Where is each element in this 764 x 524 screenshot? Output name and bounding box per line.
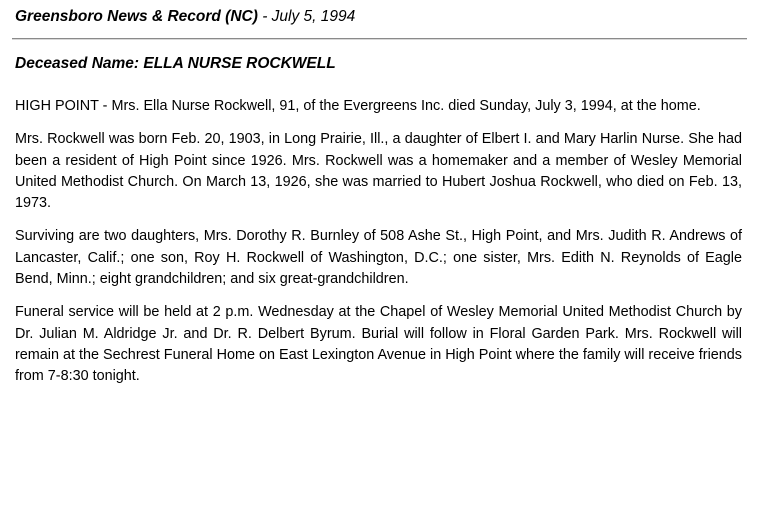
obituary-paragraph-survivors: Surviving are two daughters, Mrs. Dorothy R. Burnley of 508 Ashe St., High Point, and Mrs. Judith R. Andrews of Lancaster, Calif.; one son, Roy H. Rockwell of Washington, D.C.; one sister, Mrs. Edith N. Reynolds of Eagle Bend, Minn.; eight grandchildren; and six great-grandchildren. [15,228,742,288]
obituary-body [15,96,742,400]
obituary-paragraph-funeral: Funeral service will be held at 2 p.m. Wednesday at the Chapel of Wesley Memorial United Methodist Church by Dr. Julian M. Aldridge Jr. and Dr. R. Delbert Byrum. Burial will follow in Floral Garden Park. Mrs. Rockwell will remain at the Sechrest Funeral Home on East Lexington Avenue in High Point where the family will receive friends from 7-8:30 tonight. [15,304,742,385]
publication-name: Greensboro News & Record (NC) [15,8,258,25]
deceased-name-heading: Deceased Name: ELLA NURSE ROCKWELL [15,55,336,72]
obituary-paragraph-biography: Mrs. Rockwell was born Feb. 20, 1903, in Long Prairie, Ill., a daughter of Elbert I. and Mary Harlin Nurse. She had been a resident of High Point since 1926. Mrs. Rockwell was a homemaker and a member of Wesley Memorial United Methodist Church. On March 13, 1926, she was married to Hubert Joshua Rockwell, who died on Feb. 13, 1973. [15,131,742,212]
publication-date: July 5, 1994 [271,8,356,25]
publication-header [15,8,355,26]
header-separator: - [257,8,272,25]
header-divider [12,38,747,40]
obituary-paragraph-intro: HIGH POINT - Mrs. Ella Nurse Rockwell, 91, of the Evergreens Inc. died Sunday, July 3, 1994, at the home. [15,98,701,114]
